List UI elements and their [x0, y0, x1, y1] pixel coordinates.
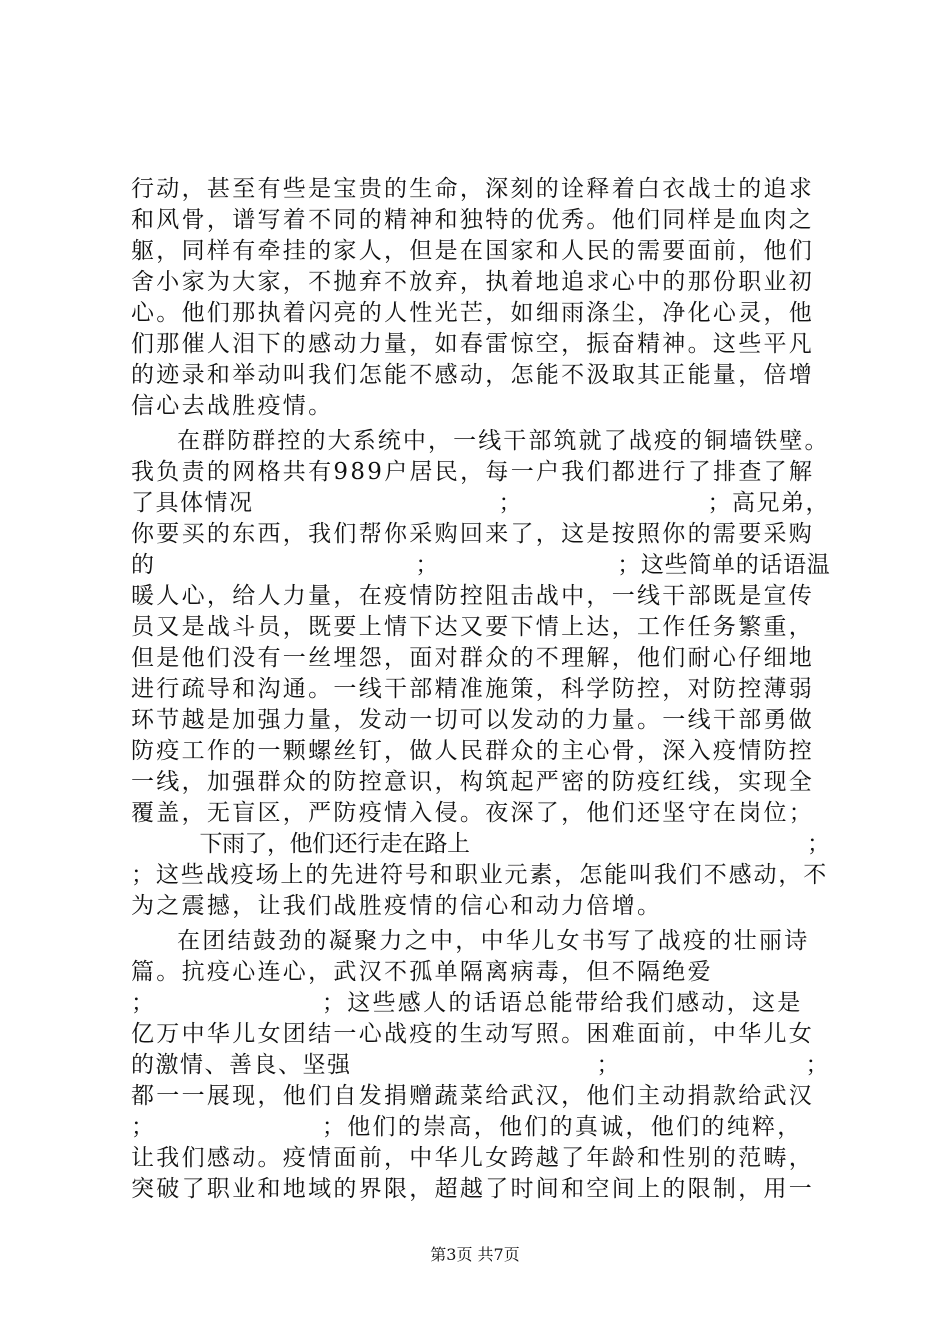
body-text	[131, 174, 831, 1205]
text-line: 行动，甚至有些是宝贵的生命，深刻的诠释着白衣战士的追求	[131, 176, 815, 202]
text-line: 进行疏导和沟通。一线干部精准施策，科学防控，对防控薄弱	[131, 676, 815, 702]
text-line: 一线，加强群众的防控意识，构筑起严密的防疫红线，实现全	[131, 769, 815, 795]
text-line: 篇。抗疫心连心，武汉不孤单隔离病毒，但不隔绝爱	[131, 959, 713, 985]
text-line: ； ；他们的崇高，他们的真诚，他们的纯粹，	[131, 1114, 803, 1140]
text-line: ；这些战疫场上的先进符号和职业元素，怎能叫我们不感动，不	[131, 862, 829, 888]
text-line: 在群防群控的大系统中，一线干部筑就了战疫的铜墙铁壁。	[177, 428, 830, 454]
text-line: 信心去战胜疫情。	[131, 393, 334, 419]
text-line: 在团结鼓劲的凝聚力之中，中华儿女书写了战疫的壮丽诗	[177, 928, 810, 954]
text-line: 覆盖，无盲区，严防疫情入侵。夜深了，他们还坚守在岗位；	[131, 800, 815, 826]
text-line: 们那催人泪下的感动力量，如春雷惊空，振奋精神。这些平凡	[131, 331, 815, 357]
text-line: 了具体情况 ； ；高兄弟，	[131, 490, 830, 516]
text-line: 防疫工作的一颗螺丝钉，做人民群众的主心骨，深入疫情防控	[131, 738, 815, 764]
text-line: 和风骨，谱写着不同的精神和独特的优秀。他们同样是血肉之	[131, 207, 815, 233]
text-line: 你要买的东西，我们帮你采购回来了，这是按照你的需要采购	[131, 521, 815, 547]
text-line: 舍小家为大家，不抛弃不放弃，执着地追求心中的那份职业初	[131, 269, 815, 295]
text-line: 都一一展现，他们自发捐赠蔬菜给武汉，他们主动捐款给武汉	[131, 1083, 815, 1109]
text-line: 暖人心，给人力量，在疫情防控阻击战中，一线干部既是宣传	[131, 583, 815, 609]
text-line: 突破了职业和地域的界限，超越了时间和空间上的限制，用一	[131, 1176, 815, 1202]
page-number-footer: 第3页 共7页	[430, 1245, 520, 1264]
text-line: 但是他们没有一丝埋怨，面对群众的不理解，他们耐心仔细地	[131, 645, 815, 671]
text-line: 环节越是加强力量，发动一切可以发动的力量。一线干部勇做	[131, 707, 815, 733]
text-line: 为之震撼，让我们战胜疫情的信心和动力倍增。	[131, 893, 663, 919]
text-line: 的 ； ；这些简单的话语温	[131, 552, 831, 578]
text-line: 下雨了，他们还行走在路上 ；	[177, 831, 830, 857]
text-line: 躯，同样有牵挂的家人，但是在国家和人民的需要面前，他们	[131, 238, 815, 264]
paragraph-3	[131, 926, 831, 1205]
text-line: 的迹录和举动叫我们怎能不感动，怎能不汲取其正能量，倍增	[131, 362, 815, 388]
text-line: ； ；这些感人的话语总能带给我们感动，这是	[131, 990, 803, 1016]
text-line: 我负责的网格共有989户居民，每一户我们都进行了排查了解	[131, 459, 815, 485]
paragraph-2	[131, 426, 831, 922]
text-line: 让我们感动。疫情面前，中华儿女跨越了年龄和性别的范畴，	[131, 1145, 815, 1171]
text-line: 的激情、善良、坚强 ； ；	[131, 1052, 830, 1078]
text-line: 员又是战斗员，既要上情下达又要下情上达，工作任务繁重，	[131, 614, 815, 640]
paragraph-1	[131, 174, 831, 422]
text-line: 心。他们那执着闪亮的人性光芒，如细雨涤尘，净化心灵，他	[131, 300, 815, 326]
text-line: 亿万中华儿女团结一心战疫的生动写照。困难面前，中华儿女	[131, 1021, 815, 1047]
